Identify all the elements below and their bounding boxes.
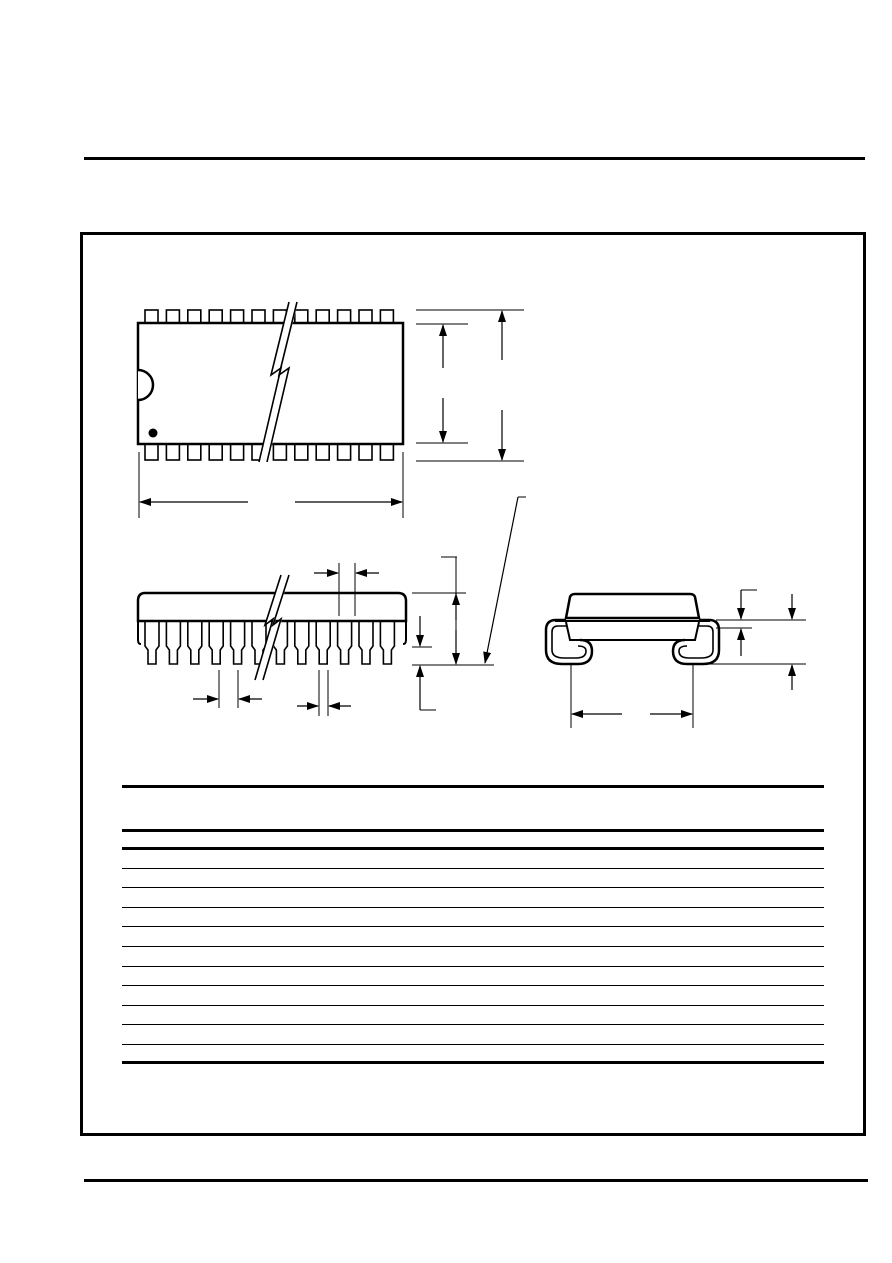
dimensions-table (122, 785, 824, 1065)
table-row-rule (122, 966, 824, 967)
pin1-dot (149, 429, 158, 438)
side-lead (338, 621, 352, 664)
table-row-rule (122, 868, 824, 869)
bottom-pin (295, 444, 308, 460)
table-row-rule (122, 907, 824, 908)
table-row-rule (122, 1024, 824, 1025)
package-body-end-view (566, 594, 699, 618)
table-header-rule (122, 829, 824, 832)
table-row-rule (122, 946, 824, 947)
table-row-rule (122, 1044, 824, 1045)
side-lead (209, 621, 223, 664)
body-end-left (138, 621, 141, 644)
body-lower-end-view (566, 622, 699, 640)
table-row-rule (122, 985, 824, 986)
bottom-pin (188, 444, 201, 460)
table-top-rule (122, 785, 824, 788)
side-lead (359, 621, 373, 664)
side-view (138, 557, 494, 716)
bottom-pin (166, 444, 179, 460)
table-row-rule (122, 1005, 824, 1006)
table-header-rule-2 (122, 847, 824, 850)
bottom-pin (273, 444, 286, 460)
bottom-pin (231, 444, 244, 460)
bottom-pin (338, 444, 351, 460)
end-view (546, 590, 806, 728)
table-bottom-rule (122, 1061, 824, 1064)
bottom-pin (145, 444, 158, 460)
side-lead (145, 621, 159, 664)
table-row-rule (122, 887, 824, 888)
bottom-pin (380, 444, 393, 460)
side-lead (188, 621, 202, 664)
leader-arrow (485, 497, 518, 663)
side-lead (316, 621, 330, 664)
side-lead (380, 621, 394, 664)
table-row-rule (122, 926, 824, 927)
bottom-pin (359, 444, 372, 460)
bottom-pin (316, 444, 329, 460)
side-lead (231, 621, 245, 664)
side-lead (295, 621, 309, 664)
bottom-pin (209, 444, 222, 460)
body-end-right (403, 621, 406, 644)
side-lead (166, 621, 180, 664)
